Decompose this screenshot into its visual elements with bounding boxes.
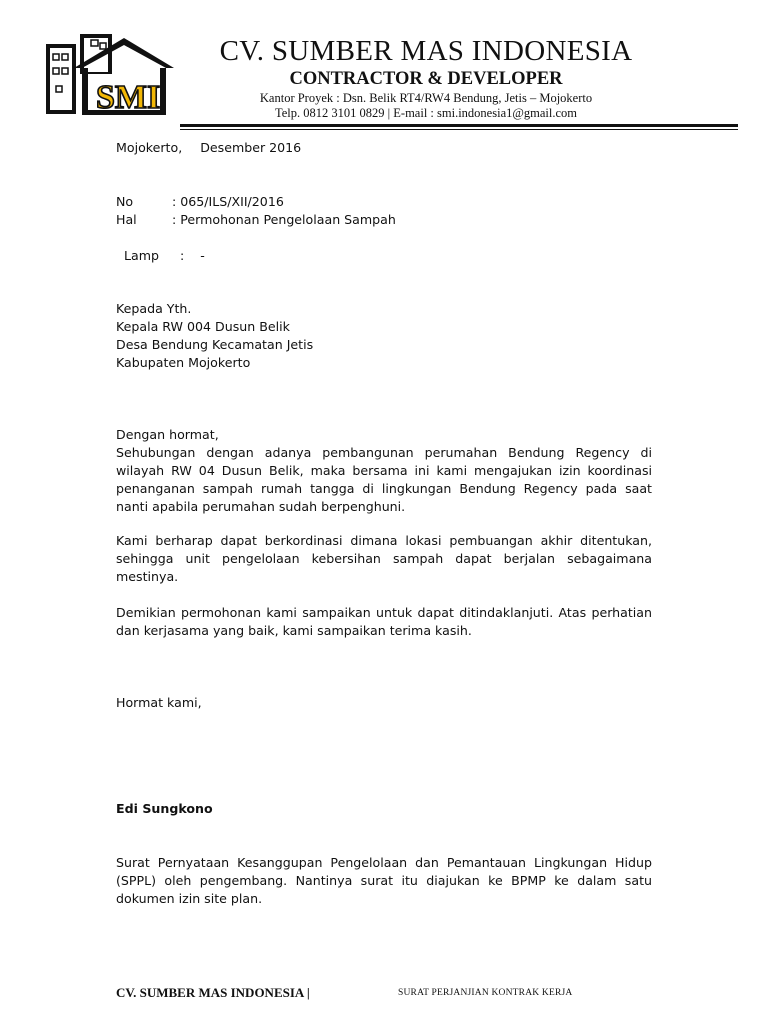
letter-place: Mojokerto, bbox=[116, 140, 183, 155]
meta-row-number bbox=[116, 193, 284, 211]
meta-value: : 065/ILS/XII/2016 bbox=[172, 194, 284, 209]
header-rule-thin bbox=[180, 129, 738, 130]
meta-label: Lamp bbox=[124, 248, 160, 263]
paragraph-3: Demikian permohonan kami sampaikan untuk dapat ditindaklanjuti. Atas perhatian dan kerjasama yang baik, kami sampaikan terima kasih. bbox=[116, 605, 652, 638]
paragraph-1: Sehubungan dengan adanya pembangunan perumahan Bendung Regency di wilayah RW 04 Dusun Belik, maka bersama ini kami mengajukan izin koordinasi penanganan sampah rumah tangga di lingkungan Bendung Regency pada saat nanti apabila perumahan sudah berpenghuni. bbox=[116, 445, 652, 514]
recipient-block bbox=[116, 300, 652, 372]
recipient-line: Desa Bendung Kecamatan Jetis bbox=[116, 337, 314, 352]
recipient-line: Kepala RW 004 Dusun Belik bbox=[116, 319, 290, 334]
meta-value: : - bbox=[180, 248, 205, 263]
closing: Hormat kami, bbox=[116, 695, 202, 710]
recipient-line: Kabupaten Mojokerto bbox=[116, 355, 251, 370]
footer-company: CV. SUMBER MAS INDONESIA | bbox=[116, 985, 310, 1000]
company-contact: Telp. 0812 3101 0829 | E-mail : smi.indonesia1@gmail.com bbox=[275, 106, 577, 120]
company-name: CV. SUMBER MAS INDONESIA bbox=[219, 35, 633, 67]
sppl-note: Surat Pernyataan Kesanggupan Pengelolaan dan Pemantauan Lingkungan Hidup (SPPL) oleh pengembang. Nantinya surat itu diajukan ke BPMP ke dalam satu dokumen izin site plan. bbox=[116, 855, 652, 906]
footer-document-title: SURAT PERJANJIAN KONTRAK KERJA bbox=[398, 988, 573, 998]
letter-date: Desember 2016 bbox=[200, 140, 302, 155]
svg-text:SMI: SMI bbox=[96, 79, 161, 116]
meta-value: : Permohonan Pengelolaan Sampah bbox=[172, 212, 396, 227]
meta-row-subject bbox=[116, 211, 396, 229]
recipient-line: Kepada Yth. bbox=[116, 301, 192, 316]
meta-label: Hal bbox=[116, 212, 137, 227]
meta-label: No bbox=[116, 194, 134, 209]
place-date bbox=[116, 139, 301, 157]
paragraph-2: Kami berharap dapat berkordinasi dimana lokasi pembuangan akhir ditentukan, sehingga unit pengelolaan kebersihan sampah dapat berjalan sebagaimana mestinya. bbox=[116, 533, 652, 584]
company-address: Kantor Proyek : Dsn. Belik RT4/RW4 Bendung, Jetis – Mojokerto bbox=[259, 91, 593, 105]
greeting: Dengan hormat, bbox=[116, 427, 219, 442]
company-tagline: CONTRACTOR & DEVELOPER bbox=[289, 69, 563, 89]
signatory-name: Edi Sungkono bbox=[116, 801, 213, 816]
company-logo bbox=[44, 32, 176, 116]
header-rule-thick bbox=[180, 124, 738, 127]
meta-row-attachment bbox=[116, 229, 205, 265]
